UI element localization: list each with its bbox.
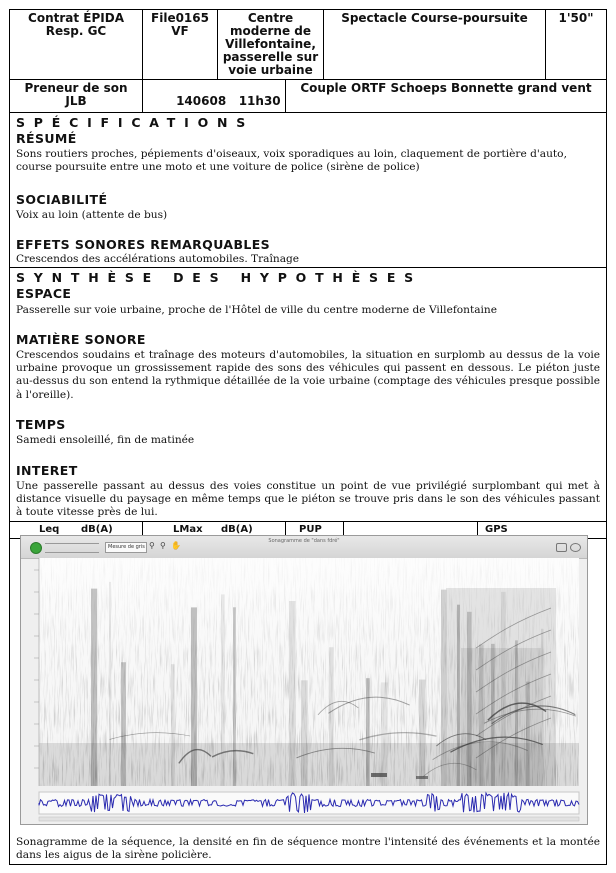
- gps-label: GPS: [485, 524, 508, 535]
- location-cell: [218, 10, 324, 79]
- location-text: Centre moderne de Villefontaine, passerelle sur voie urbaine: [222, 11, 319, 77]
- leq-unit: dB(A): [81, 524, 113, 535]
- leq-label: Leq: [39, 524, 60, 535]
- file-code: VF: [171, 24, 189, 38]
- effects-text: Crescendos des accélérations automobiles. Traînage: [16, 253, 300, 265]
- sociability-title: SOCIABILITÉ: [16, 192, 108, 207]
- file-id: File0165: [151, 11, 209, 25]
- sociability-text: Voix au loin (attente de bus): [16, 209, 168, 221]
- recordist-label: Preneur de son: [24, 81, 128, 95]
- time-title: TEMPS: [16, 417, 66, 432]
- frequency-axis: [34, 558, 39, 786]
- pup-label: PUP: [299, 524, 322, 535]
- export-icon[interactable]: [570, 543, 581, 552]
- sonogram-toolbar: [21, 536, 587, 559]
- responsible-label: Resp. GC: [45, 24, 107, 38]
- time-text: Samedi ensoleillé, fin de matinée: [16, 434, 195, 446]
- hand-icon[interactable]: ✋: [171, 541, 181, 550]
- effects-title: EFFETS SONORES REMARQUABLES: [16, 237, 271, 252]
- sequence-title: Spectacle Course-poursuite: [341, 11, 528, 25]
- datetime-cell: [143, 80, 286, 112]
- play-button[interactable]: [30, 542, 42, 554]
- recording-row: [10, 80, 606, 113]
- specifications-section: [10, 113, 606, 268]
- sonogram-window-title: Sonagramme de "dans fdré": [268, 538, 340, 544]
- zoom-out-icon[interactable]: ⚲: [160, 541, 166, 550]
- specifications-heading: SPÉCIFICATIONS: [16, 115, 255, 130]
- display-mode-select[interactable]: [105, 542, 147, 553]
- matter-text: Crescendos soudains et traînage des moteurs d'automobiles, la situation en surplomb au dessus de la voie urbaine provoque un grossissement rapide des sons des véhicules qui passent en dessous. Le piéton juste au-dessus du son entend la rythmique détaillée de la voie urbaine (comptage des véhicules presque possible à l'oreille).: [16, 349, 600, 401]
- header-row: [10, 10, 606, 80]
- space-text: Passerelle sur voie urbaine, proche de l'Hôtel de ville du centre moderne de Villefontaine: [16, 304, 498, 316]
- recordist-name: JLB: [65, 94, 87, 108]
- interest-title: INTERET: [16, 463, 78, 478]
- level-meter: [45, 543, 99, 553]
- summary-title: RÉSUMÉ: [16, 131, 77, 146]
- duration-value: 1'50": [558, 11, 594, 25]
- sonogram-caption: Sonagramme de la séquence, la densité en fin de séquence montre l'intensité des événements et la montée dans les aigus de la sirène policière.: [16, 836, 600, 862]
- spectrogram-plot[interactable]: [21, 558, 587, 824]
- lmax-label: LMax: [173, 524, 203, 535]
- equipment-cell: [286, 80, 606, 112]
- summary-text: Sons routiers proches, pépiements d'oiseaux, voix sporadiques au loin, claquement de portière d'auto, course poursuite entre une moto et une voiture de police (sirène de police): [16, 148, 567, 174]
- interest-text: Une passerelle passant au dessus des voies constitue un point de vue privilégié surplombant qui met à distance visuelle du paysage en même temps que le piéton se trouve pris dans le son des véhicules passant à toute vitesse près de lui.: [16, 480, 600, 519]
- duration-cell: [546, 10, 606, 79]
- microphone-setup: Couple ORTF Schoeps Bonnette grand vent: [300, 81, 592, 95]
- file-cell: [143, 10, 218, 79]
- synthesis-section: [10, 268, 606, 522]
- recordist-cell: [10, 80, 143, 112]
- display-mode-value: Mesure de gris: [108, 544, 145, 550]
- timeline-scrollbar[interactable]: [39, 817, 579, 821]
- contract-cell: [10, 10, 143, 79]
- synthesis-heading: SYNTHÈSE DES HYPOTHÈSES: [16, 270, 422, 285]
- matter-title: MATIÈRE SONORE: [16, 332, 146, 347]
- title-cell: [324, 10, 546, 79]
- lmax-unit: dB(A): [221, 524, 253, 535]
- print-icon[interactable]: [556, 543, 567, 552]
- contract-label: Contrat ÉPIDA: [28, 11, 124, 25]
- sonogram-window: [20, 535, 588, 825]
- zoom-icon[interactable]: ⚲: [149, 541, 155, 550]
- recording-datetime: 140608 11h30: [176, 94, 281, 108]
- space-title: ESPACE: [16, 286, 72, 301]
